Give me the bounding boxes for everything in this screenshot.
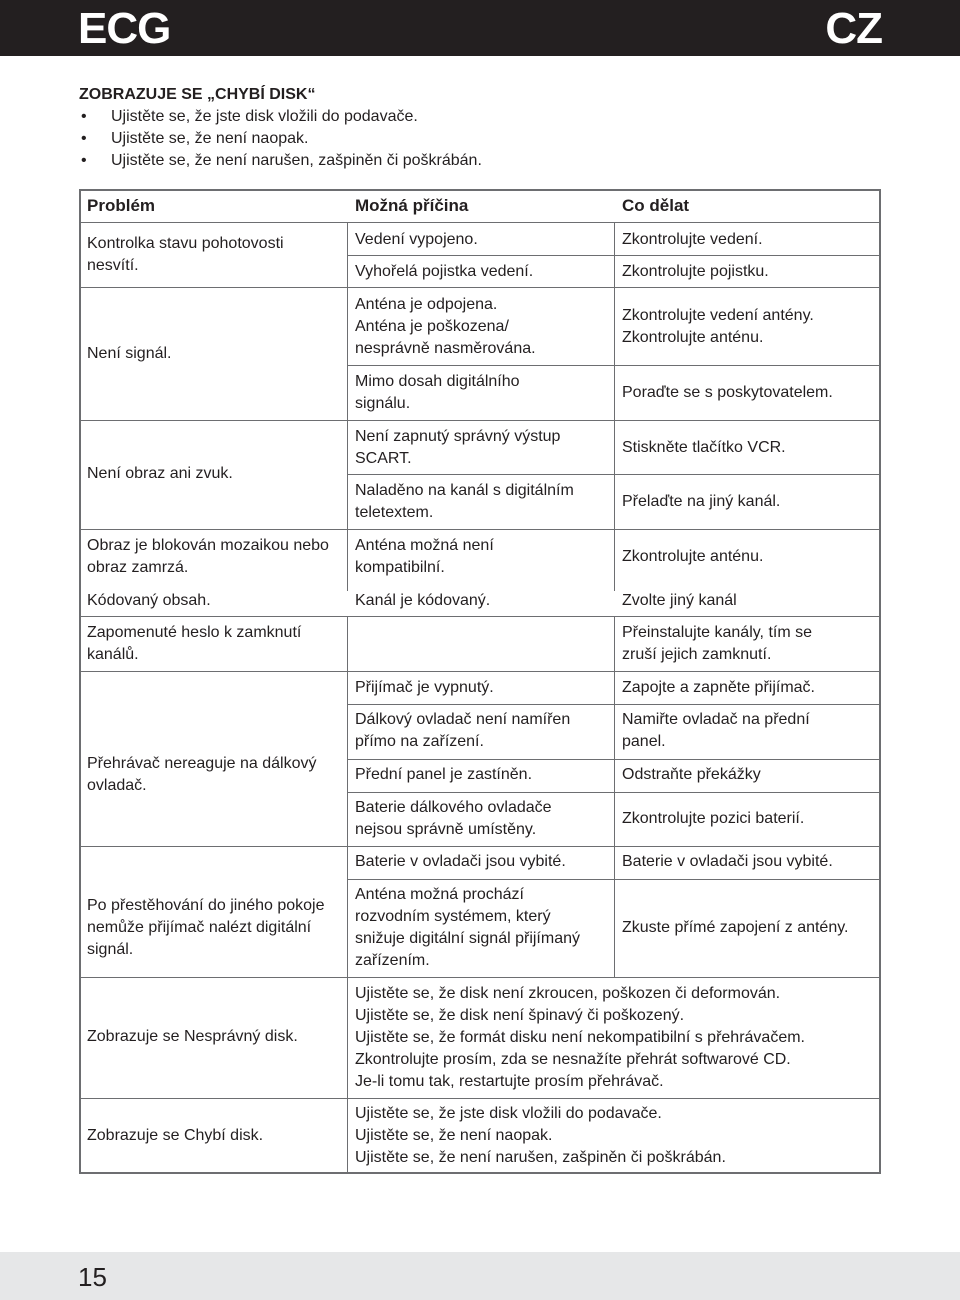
cause-cell: Přijímač je vypnutý. bbox=[355, 679, 494, 696]
row-divider bbox=[79, 671, 881, 672]
problem-cell: Není obraz ani zvuk. bbox=[87, 465, 233, 482]
col-header-cause: Možná příčina bbox=[355, 196, 469, 215]
action-cell: Zkontrolujte pozici baterií. bbox=[622, 810, 805, 827]
cause-cell: Kanál je kódovaný. bbox=[355, 592, 491, 609]
cause-cell: Přední panel je zastíněn. bbox=[355, 766, 533, 783]
problem-cell: Kódovaný obsah. bbox=[87, 592, 211, 609]
action-cell: Zkuste přímé zapojení z antény. bbox=[622, 919, 849, 936]
intro-list bbox=[79, 106, 879, 172]
action-cell: Zkontrolujte pojistku. bbox=[622, 263, 769, 280]
list-item: • Ujistěte se, že není narušen, zašpiněn či poškrábán. bbox=[79, 150, 879, 172]
row-divider bbox=[79, 287, 881, 288]
problem-cell: Zobrazuje se Chybí disk. bbox=[87, 1127, 264, 1144]
problem-cell: Zobrazuje se Nesprávný disk. bbox=[87, 1028, 298, 1045]
list-item: • Ujistěte se, že jste disk vložili do podavače. bbox=[79, 106, 879, 128]
disk-error-actions: Ujistěte se, že disk není zkroucen, poškozen či deformován. Ujistěte se, že disk není špinavý či poškozený. Ujistěte se, že formát disku není nekompatibilní s přehrávačem. Zkontrolujte prosím, zda se nesnažíte přehrát softwarové CD. Je-li tomu tak, restartujte prosím přehrávač. bbox=[355, 985, 805, 1090]
problem-cell: Kontrolka stavu pohotovosti nesvítí. bbox=[87, 235, 284, 274]
page-number: 15 bbox=[78, 1262, 107, 1292]
cause-cell: Anténa je odpojena. Anténa je poškozena/ nesprávně nasměrována. bbox=[355, 296, 536, 357]
table-header-divider bbox=[79, 222, 881, 223]
problem-cell: Zapomenuté heslo k zamknutí kanálů. bbox=[87, 624, 302, 663]
cause-cell: Vyhořelá pojistka vedení. bbox=[355, 263, 534, 280]
row-divider bbox=[79, 846, 881, 847]
row-divider bbox=[79, 616, 881, 617]
action-cell: Stiskněte tlačítko VCR. bbox=[622, 439, 786, 456]
language-code: CZ bbox=[825, 4, 882, 53]
no-disk-actions: Ujistěte se, že jste disk vložili do podavače. Ujistěte se, že není naopak. Ujistěte se, že není narušen, zašpiněn či poškrábán. bbox=[355, 1105, 726, 1166]
cause-cell: Mimo dosah digitálního signálu. bbox=[355, 373, 520, 412]
problem-cell: Po přestěhování do jiného pokoje nemůže přijímač nalézt digitální signál. bbox=[87, 897, 325, 958]
row-divider bbox=[79, 529, 881, 530]
problem-cell: Přehrávač nereaguje na dálkový ovladač. bbox=[87, 755, 317, 794]
action-cell: Namiřte ovladač na přední panel. bbox=[622, 711, 810, 750]
cause-cell: Dálkový ovladač není namířen přímo na zařízení. bbox=[355, 711, 571, 750]
action-cell: Přelaďte na jiný kanál. bbox=[622, 493, 781, 510]
problem-cell: Není signál. bbox=[87, 345, 172, 362]
action-cell: Zkontrolujte vedení antény. Zkontrolujte anténu. bbox=[622, 307, 814, 346]
cause-cell: Baterie v ovladači jsou vybité. bbox=[355, 853, 566, 870]
problem-cell: Obraz je blokován mozaikou nebo obraz zamrzá. bbox=[87, 537, 329, 576]
header-bar bbox=[0, 0, 960, 56]
cause-cell: Vedení vypojeno. bbox=[355, 231, 478, 248]
row-divider bbox=[79, 977, 881, 978]
row-divider bbox=[79, 420, 881, 421]
action-cell: Zkontrolujte vedení. bbox=[622, 231, 763, 248]
action-cell: Zapojte a zapněte přijímač. bbox=[622, 679, 815, 696]
intro-section bbox=[79, 84, 879, 172]
action-cell: Zkontrolujte anténu. bbox=[622, 548, 764, 565]
row-divider bbox=[79, 1098, 881, 1099]
cause-cell: Anténa možná prochází rozvodním systémem, který snižuje digitální signál přijímaný zařízením. bbox=[355, 886, 580, 969]
action-cell: Přeinstalujte kanály, tím se zruší jejich zamknutí. bbox=[622, 624, 813, 663]
action-cell: Poraďte se s poskytovatelem. bbox=[622, 384, 833, 401]
cause-cell: Anténa možná není kompatibilní. bbox=[355, 537, 494, 576]
cause-cell: Baterie dálkového ovladače nejsou správně umístěny. bbox=[355, 799, 552, 838]
cause-cell: Naladěno na kanál s digitálním teletextem. bbox=[355, 482, 574, 521]
action-cell: Zvolte jiný kanál bbox=[622, 592, 737, 609]
action-cell: Baterie v ovladači jsou vybité. bbox=[622, 853, 833, 870]
intro-heading: ZOBRAZUJE SE „CHYBÍ DISK“ bbox=[79, 86, 316, 103]
col-header-problem: Problém bbox=[87, 196, 156, 215]
list-item: • Ujistěte se, že není naopak. bbox=[79, 128, 879, 150]
footer-bar bbox=[0, 1252, 960, 1300]
action-cell: Odstraňte překážky bbox=[622, 766, 761, 783]
col-header-action: Co dělat bbox=[622, 196, 690, 215]
cause-cell: Není zapnutý správný výstup SCART. bbox=[355, 428, 561, 467]
brand-logo: ECG bbox=[78, 4, 171, 53]
